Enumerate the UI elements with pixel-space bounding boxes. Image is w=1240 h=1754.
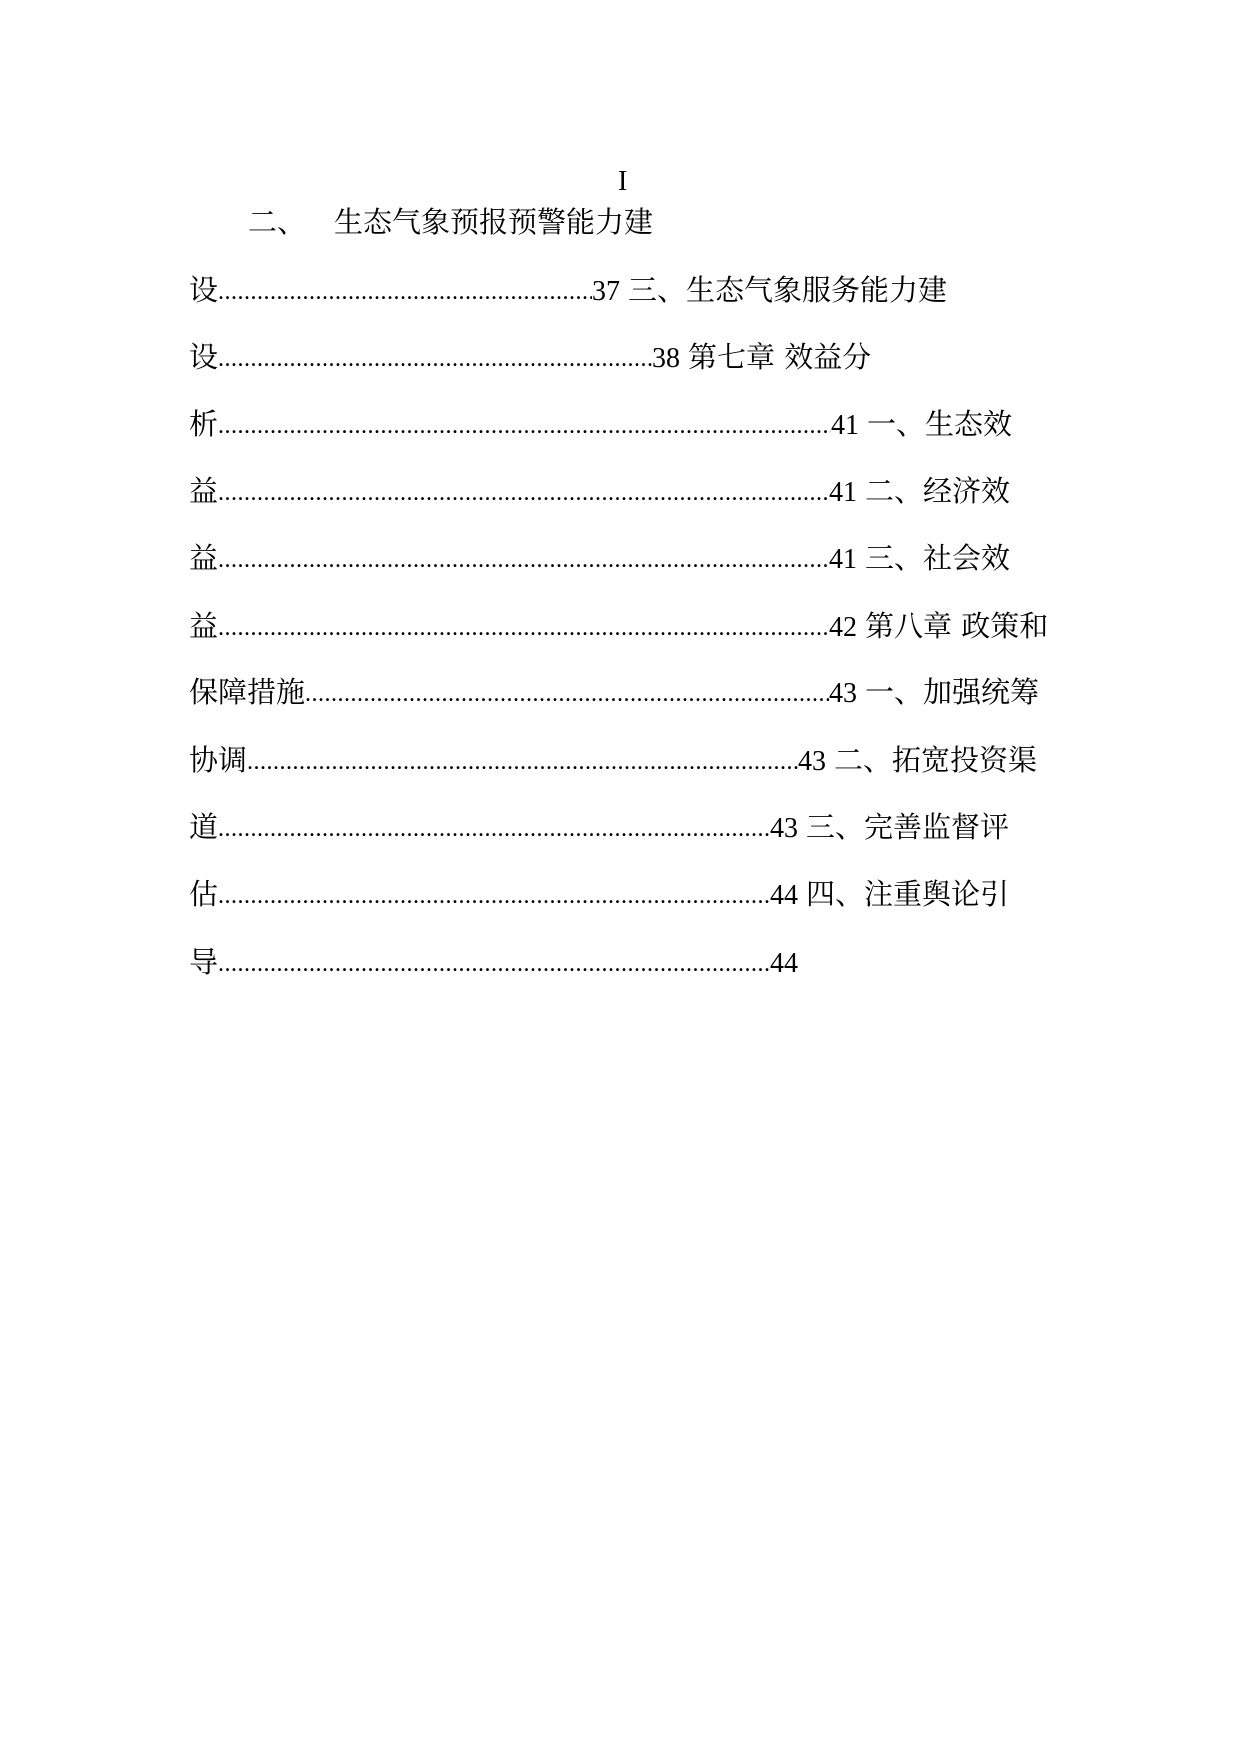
toc-next-entry-text: 一、加强统筹 — [865, 675, 1040, 709]
toc-entry[interactable] — [189, 606, 1048, 646]
toc-entry-title: 益 — [189, 474, 219, 508]
toc-entry[interactable] — [189, 471, 1010, 511]
toc-page-number: 43 — [829, 678, 857, 709]
toc-page-number: 43 — [770, 813, 798, 844]
page-number: I — [618, 166, 628, 197]
dot-leader — [218, 272, 592, 312]
toc-page-number: 42 — [829, 612, 857, 643]
dot-leader — [218, 406, 831, 446]
toc-next-entry-text: 二、经济效 — [865, 474, 1011, 508]
toc-next-entry-text: 第七章 效益分 — [688, 340, 872, 374]
toc-page-number: 41 — [829, 544, 857, 575]
toc-entry-title: 设 — [189, 273, 219, 307]
toc-next-entry-text: 一、生态效 — [867, 407, 1013, 441]
toc-entry[interactable] — [189, 337, 871, 377]
dot-leader — [247, 742, 798, 782]
dot-leader — [218, 876, 770, 916]
toc-entry-title: 保障措施 — [189, 675, 306, 709]
heading-text: 生态气象预报预警能力建 — [334, 205, 654, 239]
toc-entry-title: 导 — [189, 945, 219, 979]
toc-page-number: 38 — [652, 343, 680, 374]
dot-leader — [218, 540, 829, 580]
toc-next-entry-text: 三、社会效 — [865, 541, 1011, 575]
toc-entry-title: 益 — [189, 541, 219, 575]
toc-page-number: 41 — [829, 477, 857, 508]
toc-next-entry-text: 二、拓宽投资渠 — [834, 743, 1038, 777]
toc-entry[interactable] — [189, 807, 1009, 847]
toc-line-heading — [248, 202, 653, 242]
toc-page-number: 43 — [798, 746, 826, 777]
toc-page-number: 37 — [592, 276, 620, 307]
toc-entry-title: 估 — [189, 877, 219, 911]
toc-next-entry-text: 三、完善监督评 — [806, 810, 1010, 844]
toc-next-entry-text: 第八章 政策和 — [865, 609, 1049, 643]
dot-leader — [218, 944, 770, 984]
toc-entry[interactable] — [189, 404, 1012, 444]
dot-leader — [218, 473, 829, 513]
toc-entry-title: 设 — [189, 340, 219, 374]
toc-page-number: 44 — [770, 948, 798, 979]
toc-entry[interactable] — [189, 270, 947, 310]
dot-leader — [218, 608, 829, 648]
toc-next-entry-text: 四、注重舆论引 — [806, 877, 1010, 911]
toc-entry[interactable] — [189, 874, 1009, 914]
toc-page-number: 44 — [770, 880, 798, 911]
toc-next-entry-text: 三、生态气象服务能力建 — [628, 273, 948, 307]
toc-entry[interactable] — [189, 538, 1010, 578]
dot-leader — [218, 809, 770, 849]
heading-prefix: 二、 — [248, 205, 307, 239]
toc-entry[interactable] — [189, 942, 806, 982]
toc-entry[interactable] — [189, 672, 1039, 712]
toc-entry[interactable] — [189, 740, 1037, 780]
toc-entry-title: 益 — [189, 609, 219, 643]
dot-leader — [218, 339, 652, 379]
toc-entry-title: 析 — [189, 407, 219, 441]
toc-page-number: 41 — [831, 410, 859, 441]
toc-entry-title: 协调 — [189, 743, 248, 777]
toc-entry-title: 道 — [189, 810, 219, 844]
dot-leader — [305, 674, 829, 714]
